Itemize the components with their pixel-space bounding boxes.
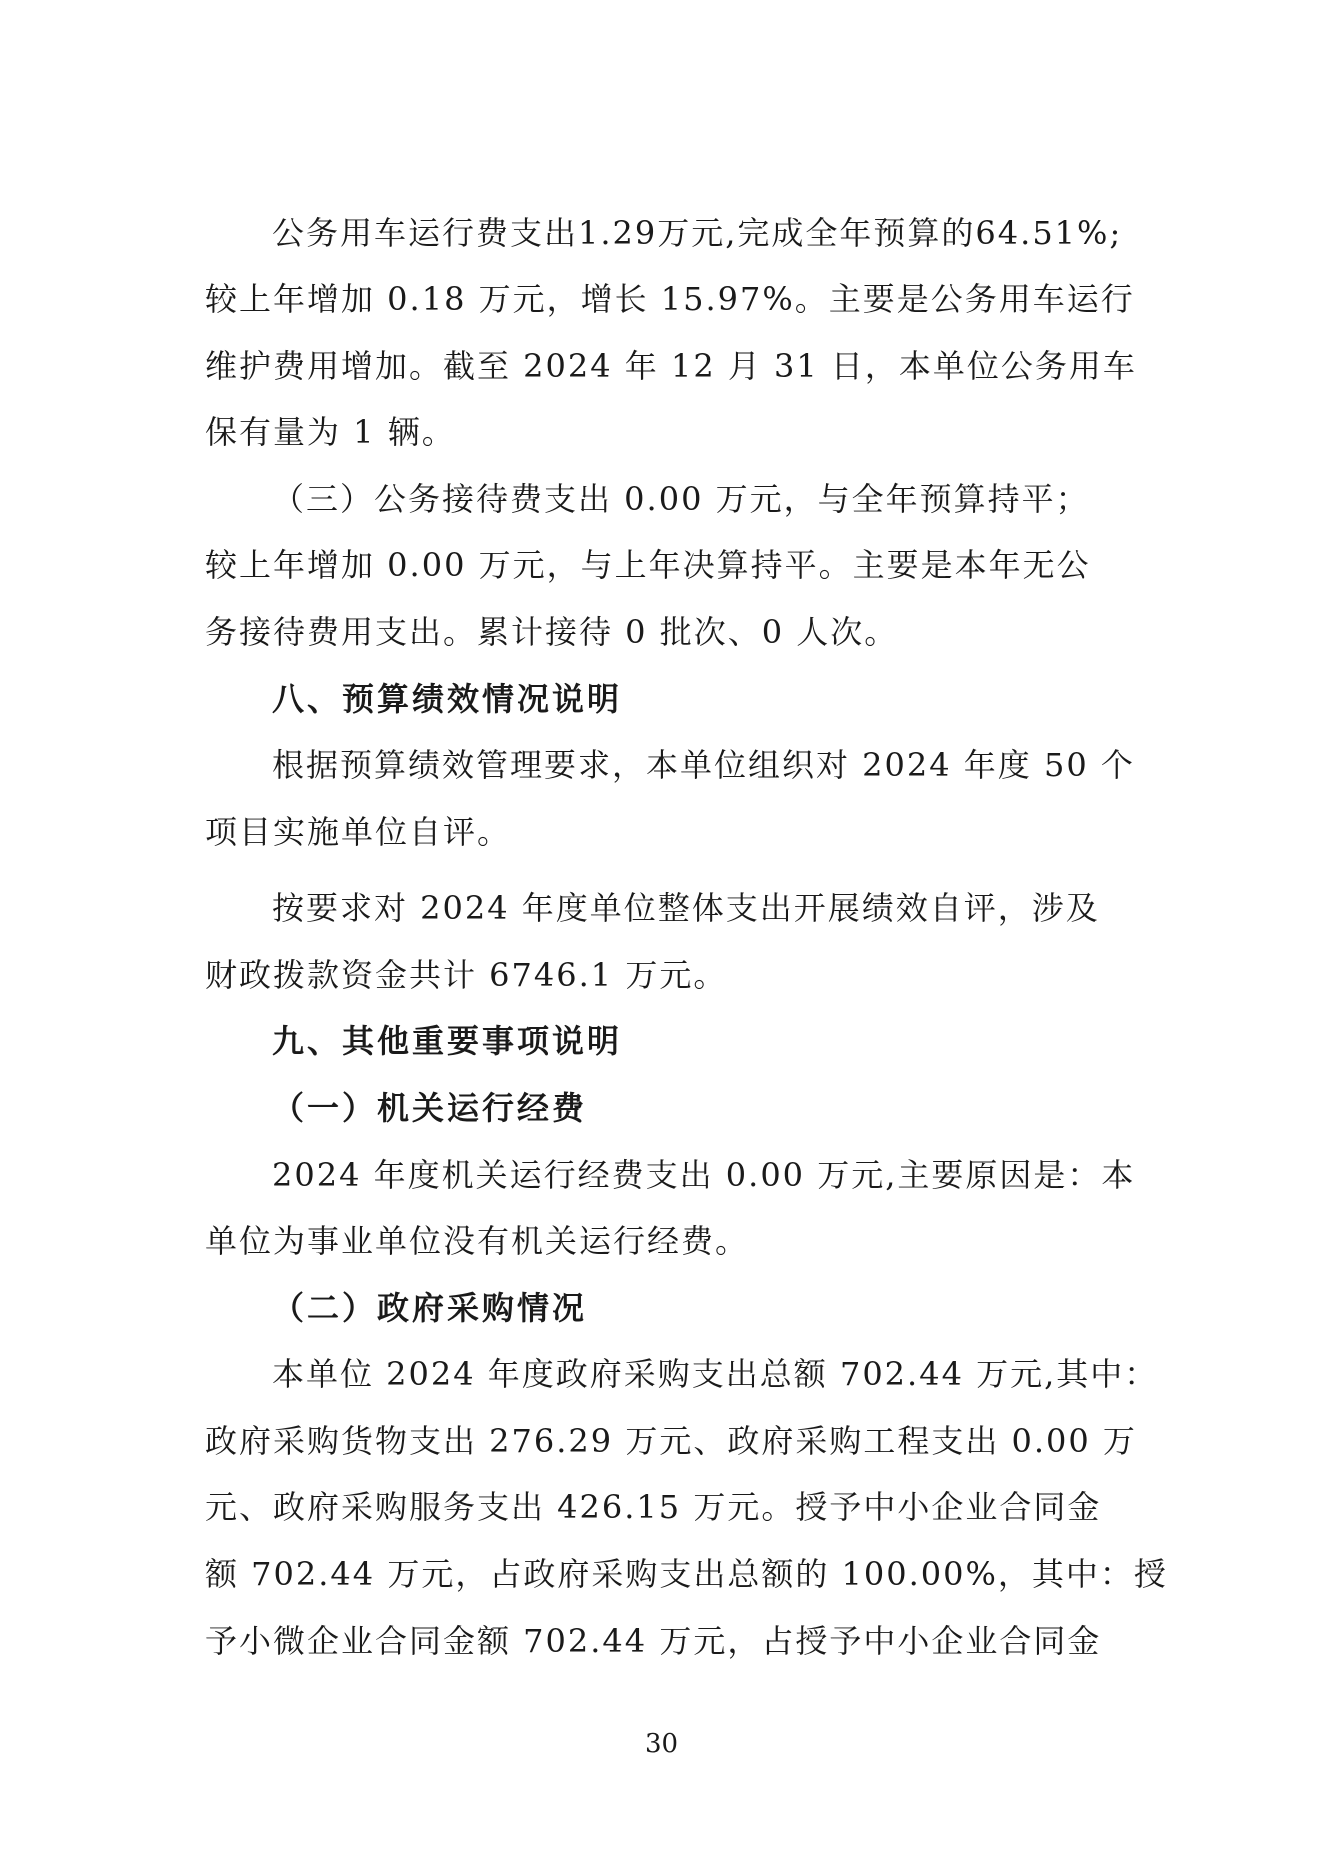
paragraph-line: 财政拨款资金共计 6746.1 万元。 bbox=[205, 956, 728, 994]
paragraph-line: 元、政府采购服务支出 426.15 万元。授予中小企业合同金 bbox=[205, 1488, 1102, 1526]
paragraph-line: 2024 年度机关运行经费支出 0.00 万元,主要原因是：本 bbox=[272, 1156, 1136, 1194]
subsection-heading-procurement: （二）政府采购情况 bbox=[272, 1289, 588, 1327]
paragraph-line: 本单位 2024 年度政府采购支出总额 702.44 万元,其中： bbox=[272, 1355, 1159, 1393]
paragraph-line: 予小微企业合同金额 702.44 万元，占授予中小企业合同金 bbox=[205, 1622, 1102, 1660]
paragraph-line: 保有量为 1 辆。 bbox=[205, 413, 456, 451]
paragraph-line: 维护费用增加。截至 2024 年 12 月 31 日，本单位公务用车 bbox=[205, 347, 1137, 385]
paragraph-line: 务接待费用支出。累计接待 0 批次、0 人次。 bbox=[205, 613, 899, 651]
paragraph-line: 政府采购货物支出 276.29 万元、政府采购工程支出 0.00 万 bbox=[205, 1422, 1137, 1460]
section-heading-other-matters: 九、其他重要事项说明 bbox=[272, 1022, 623, 1060]
page-number: 30 bbox=[644, 1729, 679, 1759]
paragraph-line: 根据预算绩效管理要求，本单位组织对 2024 年度 50 个 bbox=[272, 746, 1135, 784]
paragraph-line: 较上年增加 0.18 万元，增长 15.97%。主要是公务用车运行 bbox=[205, 280, 1135, 318]
section-heading-budget-performance: 八、预算绩效情况说明 bbox=[272, 680, 623, 718]
paragraph-line: 单位为事业单位没有机关运行经费。 bbox=[205, 1222, 750, 1260]
paragraph-line: 按要求对 2024 年度单位整体支出开展绩效自评，涉及 bbox=[272, 889, 1100, 927]
subsection-heading-operating-costs: （一）机关运行经费 bbox=[272, 1089, 588, 1127]
paragraph-line: 较上年增加 0.00 万元，与上年决算持平。主要是本年无公 bbox=[205, 546, 1091, 584]
paragraph-line: 公务用车运行费支出1.29万元,完成全年预算的64.51%; bbox=[272, 214, 1123, 252]
paragraph-line: 额 702.44 万元，占政府采购支出总额的 100.00%，其中：授 bbox=[205, 1555, 1168, 1593]
paragraph-line: （三）公务接待费支出 0.00 万元，与全年预算持平； bbox=[272, 480, 1090, 518]
paragraph-line: 项目实施单位自评。 bbox=[205, 813, 512, 851]
